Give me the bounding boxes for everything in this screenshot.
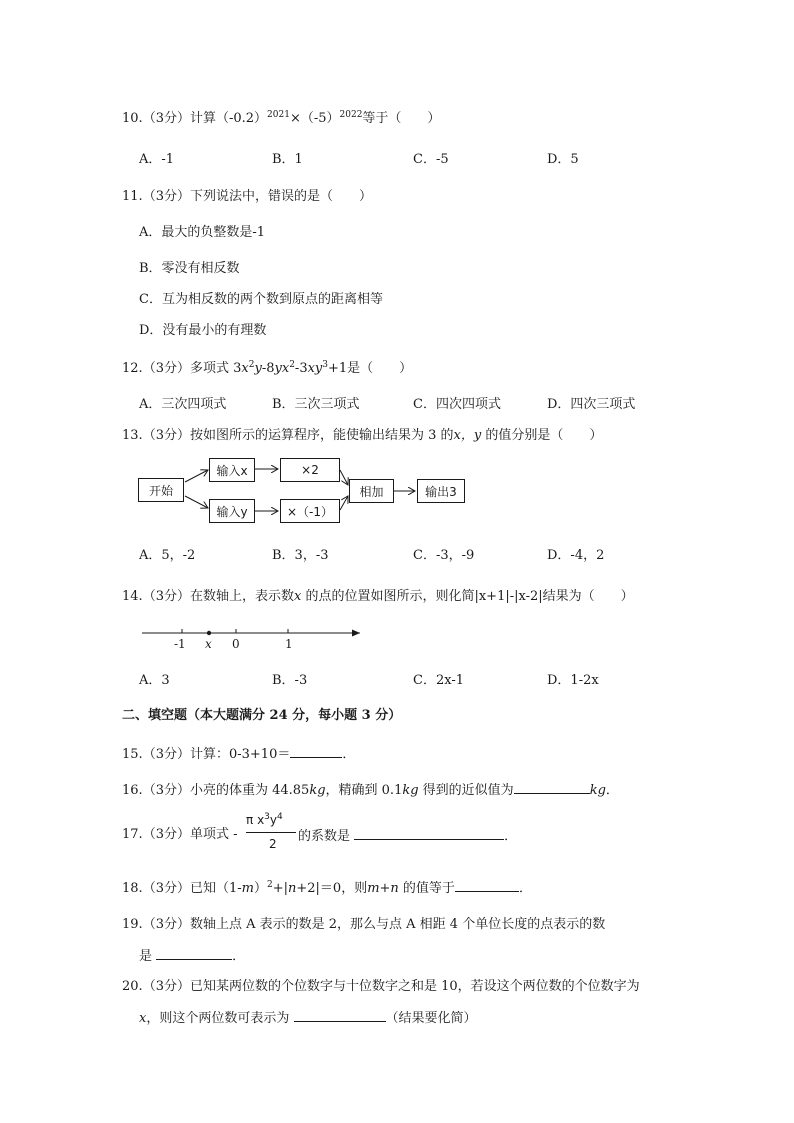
question-text: 计算（-0.2） — [189, 111, 268, 126]
question-17 — [122, 828, 238, 841]
question-text: 按如图所示的运算程序，能使输出结果为 3 的 — [189, 428, 454, 443]
variable: x — [257, 813, 265, 827]
question-text: 计算：0-3+10＝ — [189, 747, 291, 762]
flow-input-x: 输入x — [209, 458, 255, 482]
period: ． — [342, 747, 356, 762]
variable: m — [241, 881, 254, 896]
fraction-bar — [246, 832, 296, 833]
question-number: 10. — [122, 111, 143, 126]
pi-symbol: π — [246, 813, 254, 827]
option-c: C．互为相反数的两个数到原点的距离相等 — [139, 292, 383, 307]
variable: xy — [307, 361, 323, 376]
fraction-denominator: 2 — [269, 837, 277, 851]
answer-blank[interactable] — [455, 880, 519, 892]
question-number: 13. — [122, 428, 143, 443]
question-text: 单项式 - — [189, 827, 238, 842]
question-score: （3分） — [142, 189, 190, 204]
question-20 — [122, 980, 640, 993]
option-a: A．最大的负整数是-1 — [139, 225, 266, 240]
variable: y — [254, 361, 262, 376]
question-score: （3分） — [142, 783, 190, 798]
variable: x — [241, 361, 249, 376]
section-heading: 二、填空题（本大题满分 24 分，每小题 3 分） — [122, 708, 402, 723]
axis-label-zero: 0 — [232, 637, 240, 651]
question-number: 18. — [122, 881, 143, 896]
question-20-line2 — [139, 1010, 477, 1025]
answer-blank[interactable] — [156, 948, 232, 960]
question-text: 等于（ ） — [362, 111, 441, 126]
question-number: 19. — [122, 917, 143, 932]
flow-input-y: 输入y — [209, 499, 255, 523]
question-text: 多项式 3 — [189, 361, 242, 376]
option-a: A．3 — [139, 673, 170, 688]
question-number: 12. — [122, 361, 143, 376]
exponent: 3 — [264, 812, 270, 822]
question-text: 结果为（ ） — [542, 589, 634, 604]
variable: x — [281, 361, 290, 376]
option-d: D．1-2x — [547, 673, 599, 688]
variable: x，y — [453, 428, 482, 443]
question-text: 在数轴上，表示数 — [189, 589, 294, 604]
option-b: B．3，-3 — [272, 548, 329, 563]
variable: n — [288, 881, 297, 896]
question-text: 的系数是 — [298, 829, 351, 844]
question-number: 17. — [122, 827, 143, 842]
option-d: D．5 — [547, 152, 579, 167]
exponent: 2 — [289, 360, 295, 370]
unit: kg — [589, 783, 606, 798]
flow-output: 输出3 — [417, 479, 465, 503]
question-score: （3分） — [142, 827, 190, 842]
option-b: B．1 — [272, 152, 303, 167]
variable: y — [274, 361, 282, 376]
expression: x+1|-|x-2| — [478, 589, 543, 604]
option-a: A．三次四项式 — [139, 397, 227, 412]
exponent: 2 — [248, 360, 255, 370]
question-score: （3分） — [142, 881, 190, 896]
variable: y — [269, 813, 278, 827]
flow-multiply-neg1: ×（-1） — [280, 499, 340, 523]
question-text: 已知某两位数的个位数字与十位数字之和是 10，若设这个两位数的个位数字为 — [189, 979, 640, 994]
flow-add: 相加 — [349, 479, 394, 503]
question-text: 的值分别是（ ） — [481, 428, 603, 443]
period: ． — [518, 881, 532, 896]
option-b: B．零没有相反数 — [139, 261, 240, 276]
option-a: A．-1 — [139, 152, 175, 167]
option-c: C．四次四项式 — [413, 397, 501, 412]
period: ． — [605, 783, 619, 798]
question-text: 已知（1- — [189, 881, 242, 896]
option-d: D．四次三项式 — [547, 397, 636, 412]
flow-start: 开始 — [138, 478, 184, 502]
question-score: （3分） — [142, 979, 190, 994]
question-16 — [122, 782, 619, 797]
question-score: （3分） — [142, 111, 190, 126]
question-text: 是 — [139, 949, 153, 964]
period: ． — [232, 949, 246, 964]
exponent: 4 — [277, 812, 283, 822]
flow-multiply-2: ×2 — [280, 458, 340, 482]
question-text: （结果要化简） — [385, 1011, 477, 1026]
answer-blank[interactable] — [290, 746, 342, 758]
period: ． — [504, 829, 518, 844]
question-text: -8 — [261, 361, 275, 376]
question-text: ，精确到 0.1 — [325, 783, 403, 798]
fraction-numerator — [246, 814, 283, 827]
question-text: +| — [272, 881, 288, 896]
question-number: 11. — [122, 189, 143, 204]
question-score: （3分） — [142, 917, 190, 932]
axis-label-one: 1 — [285, 637, 293, 651]
option-d: D．没有最小的有理数 — [139, 323, 267, 338]
option-d: D．-4，2 — [547, 548, 605, 563]
question-text: 小亮的体重为 44.85 — [189, 783, 310, 798]
variable: x — [139, 1011, 147, 1026]
question-score: （3分） — [142, 361, 190, 376]
question-number: 14. — [122, 589, 143, 604]
exponent: 2 — [266, 880, 273, 890]
question-number: 20. — [122, 979, 143, 994]
question-text: +1是（ ） — [328, 361, 413, 376]
question-text: ×（-5） — [289, 111, 340, 126]
question-text: 数轴上点 A 表示的数是 2，那么与点 A 相距 4 个单位长度的点表示的数 — [189, 917, 606, 932]
option-a: A．5，-2 — [139, 548, 196, 563]
axis-label-x: x — [205, 637, 212, 651]
question-text: 的值等于 — [398, 881, 455, 896]
question-text: 的点的位置如图所示，则化简| — [301, 589, 479, 604]
question-text: ） — [253, 881, 267, 896]
question-number: 15. — [122, 747, 143, 762]
option-c: C．2x-1 — [413, 673, 464, 688]
question-17-rest — [298, 828, 517, 843]
exponent: 2022 — [339, 110, 363, 120]
answer-blank[interactable] — [514, 782, 590, 794]
exponent: 3 — [322, 360, 329, 370]
unit: kg — [402, 783, 419, 798]
answer-blank[interactable] — [354, 828, 504, 840]
question-score: （3分） — [142, 589, 190, 604]
axis-label-neg1: -1 — [174, 637, 186, 651]
variable: x — [293, 589, 302, 604]
option-c: C．-3，-9 — [413, 548, 475, 563]
question-18 — [122, 880, 532, 895]
question-text: +2|＝0，则 — [296, 881, 368, 896]
option-b: B．-3 — [272, 673, 308, 688]
question-number: 16. — [122, 783, 143, 798]
answer-blank[interactable] — [294, 1010, 386, 1022]
variable: m+n — [367, 881, 399, 896]
question-score: （3分） — [142, 428, 190, 443]
exponent: 2021 — [267, 110, 290, 120]
option-c: C．-5 — [413, 152, 449, 167]
question-text: ，则这个两位数可表示为 — [146, 1011, 290, 1026]
question-text: 下列说法中，错误的是（ ） — [189, 189, 372, 204]
question-19-line2 — [139, 948, 245, 963]
question-15 — [122, 746, 355, 761]
unit: kg — [309, 783, 326, 798]
question-score: （3分） — [142, 747, 190, 762]
question-text: -3 — [294, 361, 308, 376]
question-19 — [122, 918, 605, 931]
option-b: B．三次三项式 — [272, 397, 360, 412]
question-text: 得到的近似值为 — [418, 783, 514, 798]
